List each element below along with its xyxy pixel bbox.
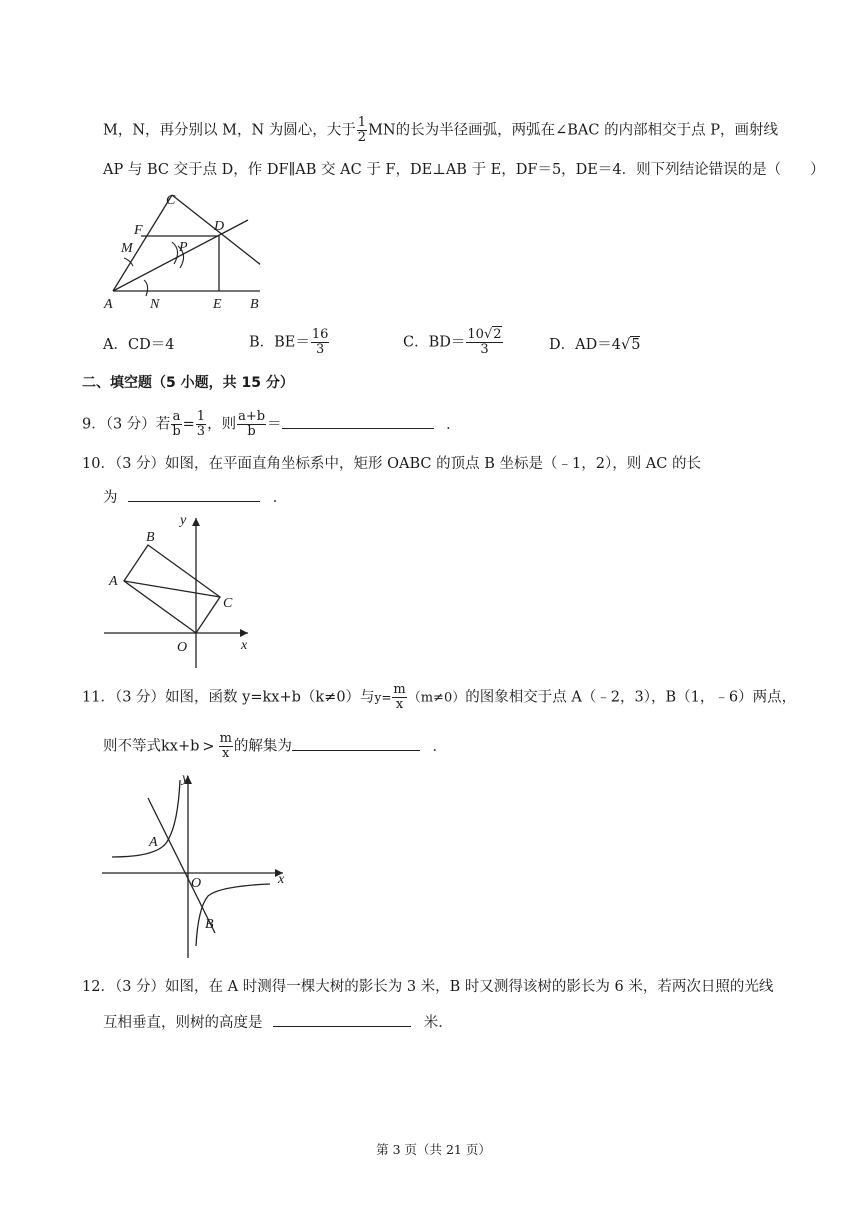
option-b-prefix: B．BE＝ xyxy=(249,334,310,351)
q11-cond: （m≠0） xyxy=(407,690,466,706)
label-f: F xyxy=(134,223,143,238)
q9-eq2: ＝ xyxy=(267,416,282,433)
option-b-fraction xyxy=(311,328,330,357)
label-y: y xyxy=(180,513,187,528)
frac-numerator: 1 xyxy=(196,409,206,424)
q11-answer-blank[interactable] xyxy=(292,736,420,751)
label-x: x xyxy=(278,872,285,887)
frac-numerator: 10√2 xyxy=(467,327,502,342)
frac-numerator: m xyxy=(393,682,406,697)
q11-text-b: 的图象相交于点 A（﹣2，3），B（1，﹣6）两点， xyxy=(465,689,797,706)
label-b: B xyxy=(205,917,214,932)
label-c: C xyxy=(166,193,176,208)
q8-fraction-half xyxy=(357,116,367,145)
hyperbola-branch-lower xyxy=(196,884,270,946)
q9-frac-sum xyxy=(237,410,266,439)
frac-denominator: 2 xyxy=(357,130,367,145)
label-n: N xyxy=(150,297,160,312)
q11-function-figure xyxy=(100,768,295,963)
q12-suffix: 米． xyxy=(423,1015,453,1031)
q10-end: ． xyxy=(272,490,288,506)
q11-end: ． xyxy=(432,738,447,755)
q9-end: ． xyxy=(446,416,461,433)
line-y-kx-b xyxy=(148,798,215,933)
label-d: D xyxy=(214,219,225,234)
q9-answer-blank[interactable] xyxy=(282,414,434,429)
label-m: M xyxy=(121,241,133,256)
y-axis-arrow xyxy=(192,518,200,526)
frac-numerator: 1 xyxy=(357,115,367,130)
q12-line-1: 12．（3 分）如图，在 A 时测得一棵大树的影长为 3 米，B 时又测得该树的影长为 6 米，若两次日照的光线 xyxy=(82,979,774,995)
q9-prefix: 9．（3 分）若 xyxy=(82,416,171,433)
q11-ineq-left: kx+b xyxy=(161,738,200,755)
q9-frac-a-b xyxy=(171,410,181,439)
frac-denominator: b xyxy=(172,424,181,439)
arc-n xyxy=(144,280,148,296)
label-e: E xyxy=(213,297,222,312)
q9-eq: = xyxy=(182,416,195,433)
q8-option-a: A．CD＝4 xyxy=(103,337,175,353)
q8-triangle-figure xyxy=(100,188,260,313)
q10-coordinate-figure xyxy=(100,508,260,668)
q11-frac-m-x-2 xyxy=(219,732,233,761)
segment-ac xyxy=(124,581,220,597)
q12-line-2 xyxy=(103,1012,453,1033)
q11-line2-suffix: 的解集为 xyxy=(233,738,292,755)
q11-line-2 xyxy=(103,732,447,761)
q8-option-d: D．AD＝4√5 xyxy=(549,337,641,353)
label-x: x xyxy=(241,638,248,653)
label-o: O xyxy=(177,640,188,655)
q8-text-b: MN的长为半径画弧，两弧在∠BAC 的内部相交于点 P，画射线 xyxy=(368,122,778,139)
radicand: 2 xyxy=(493,327,502,342)
q11-frac-m-x xyxy=(392,683,406,712)
q11-text-a: 11．（3 分）如图，函数 y=kx+b（k≠0）与 xyxy=(82,689,375,706)
hyperbola-branch-upper xyxy=(112,780,180,857)
label-y: y xyxy=(182,771,189,786)
q10-line-2 xyxy=(103,487,287,508)
frac-denominator: 3 xyxy=(480,342,489,357)
frac-numerator: m xyxy=(219,731,232,746)
option-c-fraction xyxy=(466,328,502,357)
coef: 10 xyxy=(467,327,484,342)
q11-line2-prefix: 则不等式 xyxy=(103,738,161,755)
q8-line-1 xyxy=(103,116,778,145)
q11-y-eq: y= xyxy=(374,690,392,705)
arc-p1 xyxy=(172,242,178,264)
frac-denominator: 3 xyxy=(316,342,325,357)
option-d-prefix: D．AD＝4 xyxy=(549,337,621,353)
q8-option-b xyxy=(249,328,330,357)
q9-frac-1-3 xyxy=(196,410,206,439)
page-footer: 第 3 页（共 21 页） xyxy=(376,1142,491,1157)
q8-option-c xyxy=(403,328,504,357)
q12-prefix: 互相垂直，则树的高度是 xyxy=(103,1015,263,1031)
q11-gt: > xyxy=(202,738,215,755)
radicand: 5 xyxy=(631,337,641,353)
frac-denominator: 3 xyxy=(196,424,206,439)
q10-prefix: 为 xyxy=(103,490,118,506)
q11-line-1 xyxy=(82,683,796,712)
x-axis-arrow xyxy=(240,629,248,637)
q9-mid: ，则 xyxy=(207,416,237,433)
q10-answer-blank[interactable] xyxy=(128,487,260,502)
q12-answer-blank[interactable] xyxy=(273,1012,411,1027)
frac-denominator: b xyxy=(247,424,256,439)
frac-numerator: a xyxy=(172,409,181,424)
label-p: P xyxy=(179,240,188,255)
option-c-prefix: C．BD＝ xyxy=(403,334,466,351)
label-b: B xyxy=(146,530,155,545)
frac-numerator: 16 xyxy=(311,327,329,342)
frac-numerator: a+b xyxy=(238,409,266,424)
label-b: B xyxy=(250,297,259,312)
frac-denominator: x xyxy=(222,746,230,761)
label-a: A xyxy=(109,574,118,589)
label-c: C xyxy=(223,596,233,611)
q9-line xyxy=(82,410,461,439)
section-heading: 二、填空题（5 小题，共 15 分） xyxy=(82,375,294,391)
q8-text-a: M，N，再分别以 M，N 为圆心，大于 xyxy=(103,122,356,139)
label-o: O xyxy=(191,876,202,891)
frac-denominator: x xyxy=(395,697,404,712)
q8-line-2: AP 与 BC 交于点 D，作 DF∥AB 交 AC 于 F，DE⊥AB 于 E，DF＝5，DE＝4．则下列结论错误的是（ ） xyxy=(103,162,825,178)
label-a: A xyxy=(104,297,113,312)
q10-line-1: 10．（3 分）如图，在平面直角坐标系中，矩形 OABC 的顶点 B 坐标是（﹣1，2），则 AC 的长 xyxy=(82,456,701,472)
label-a: A xyxy=(149,835,158,850)
